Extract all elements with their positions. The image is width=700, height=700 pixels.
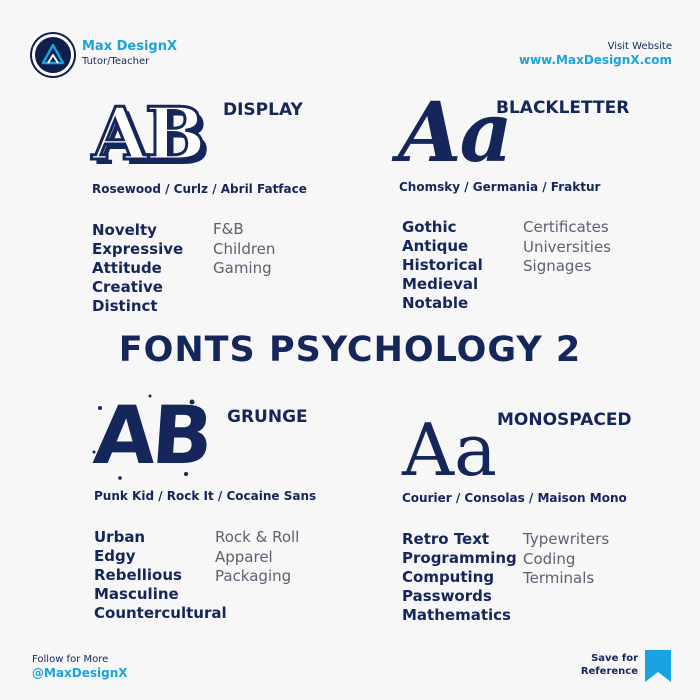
save-line: Reference — [580, 666, 638, 677]
trait-item: Rebellious — [94, 566, 182, 584]
display-uses-list — [213, 220, 275, 279]
trait-item: Expressive — [92, 240, 184, 258]
use-item: Packaging — [215, 567, 292, 585]
blackletter-traits-list — [402, 218, 483, 313]
trait-item: Attitude — [92, 259, 162, 277]
trait-item: Historical — [402, 256, 483, 274]
display-traits-list — [92, 221, 183, 316]
use-item: Typewriters — [523, 530, 610, 548]
use-item: Rock & Roll — [215, 528, 300, 546]
use-item: Universities — [523, 237, 612, 256]
monospaced-heading: MONOSPACED — [497, 410, 632, 430]
trait-item: Antique — [402, 237, 469, 255]
monospaced-font-sample: Aa — [402, 408, 497, 492]
trait-item: Novelty — [92, 221, 157, 239]
website-link[interactable]: www.MaxDesignX.com — [519, 53, 672, 67]
trait-item: Passwords — [402, 587, 492, 605]
trait-item: Mathematics — [402, 606, 511, 624]
brand-role: Tutor/Teacher — [82, 56, 150, 67]
grunge-traits-list — [94, 528, 227, 623]
blackletter-examples: Chomsky / Germania / Fraktur — [399, 180, 601, 194]
grunge-font-sample: AB — [90, 389, 213, 482]
trait-item: Retro Text — [402, 530, 490, 548]
grunge-heading: GRUNGE — [227, 407, 308, 427]
use-item: Certificates — [523, 218, 609, 236]
trait-item: Masculine — [94, 585, 179, 603]
display-font-sample: AB — [92, 91, 203, 176]
use-item: Children — [213, 239, 276, 258]
brand-name: Max DesignX — [82, 39, 178, 54]
use-item: Gaming — [213, 259, 272, 277]
blackletter-font-sample: Aa — [398, 85, 511, 181]
save-for-reference-label — [581, 652, 638, 678]
display-examples: Rosewood / Curlz / Abril Fatface — [92, 182, 307, 196]
save-line: Save for — [591, 653, 638, 664]
trait-item: Gothic — [402, 218, 457, 236]
use-item: Apparel — [215, 547, 273, 566]
page-title: FONTS PSYCHOLOGY 2 — [118, 330, 582, 370]
mountain-logo-icon — [41, 43, 65, 67]
use-item: Signages — [523, 257, 592, 275]
grunge-examples: Punk Kid / Rock It / Cocaine Sans — [94, 489, 317, 503]
trait-item: Programming — [402, 549, 517, 567]
monospaced-examples: Courier / Consolas / Maison Mono — [402, 491, 627, 505]
trait-item: Medieval — [402, 275, 479, 293]
trait-item: Edgy — [94, 547, 136, 565]
display-heading: DISPLAY — [223, 100, 303, 120]
social-handle-link[interactable]: @MaxDesignX — [32, 666, 128, 680]
grunge-uses-list — [215, 528, 299, 587]
monospaced-traits-list — [402, 530, 517, 625]
brand-logo — [32, 34, 74, 76]
use-item: Coding — [523, 549, 576, 568]
trait-item: Distinct — [92, 297, 158, 315]
visit-website-label: Visit Website — [607, 41, 672, 52]
follow-label: Follow for More — [32, 654, 109, 665]
blackletter-heading: BLACKLETTER — [496, 98, 630, 118]
trait-item: Notable — [402, 294, 469, 312]
trait-item: Creative — [92, 278, 163, 296]
monospaced-uses-list — [523, 530, 609, 589]
blackletter-uses-list — [523, 218, 611, 277]
use-item: F&B — [213, 220, 244, 238]
bookmark-icon[interactable] — [645, 650, 671, 682]
trait-item: Computing — [402, 568, 495, 586]
use-item: Terminals — [523, 569, 595, 587]
trait-item: Urban — [94, 528, 146, 546]
trait-item: Countercultural — [94, 604, 227, 622]
